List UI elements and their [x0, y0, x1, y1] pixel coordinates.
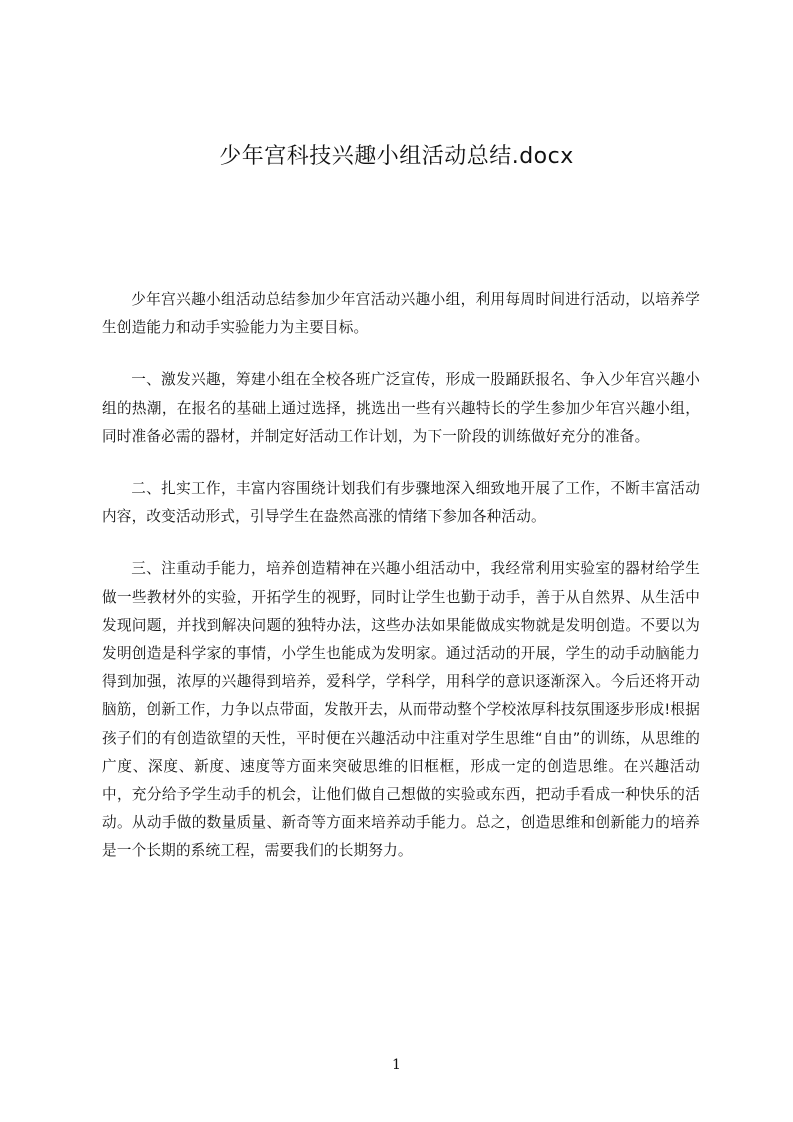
- paragraph-section-3: 三、注重动手能力，培养创造精神在兴趣小组活动中，我经常利用实验室的器材给学生做一些教材外的实验，开拓学生的视野，同时让学生也勤于动手，善于从自然界、从生活中发现问题，并找到解决问题的独特办法，这些办法如果能做成实物就是发明创造。不要以为发明创造是科学家的事情，小学生也能成为发明家。通过活动的开展，学生的动手动脑能力得到加强，浓厚的兴趣得到培养，爱科学，学科学，用科学的意识逐渐深入。今后还将开动脑筋，创新工作，力争以点带面，发散开去，从而带动整个学校浓厚科技氛围逐步形成!根据孩子们的有创造欲望的天性，平时便在兴趣活动中注重对学生思维“自由”的训练，从思维的广度、深度、新度、速度等方面来突破思维的旧框框，形成一定的创造思维。在兴趣活动中，充分给予学生动手的机会，让他们做自己想做的实验或东西，把动手看成一种快乐的活动。从动手做的数量质量、新奇等方面来培养动手能力。总之，创造思维和创新能力的培养是一个长期的系统工程，需要我们的长期努力。: [102, 560, 700, 860]
- page-number: 1: [392, 1057, 401, 1073]
- paragraph-intro: 少年宫兴趣小组活动总结参加少年宫活动兴趣小组，利用每周时间进行活动，以培养学生创造能力和动手实验能力为主要目标。: [102, 291, 700, 337]
- document-title: 少年宫科技兴趣小组活动总结.docx: [219, 144, 574, 169]
- paragraph-section-2: 二、扎实工作，丰富内容围绕计划我们有步骤地深入细致地开展了工作，不断丰富活动内容，改变活动形式，引导学生在盎然高涨的情绪下参加各种活动。: [102, 480, 700, 526]
- document-body: [102, 286, 700, 890]
- paragraph-section-1: 一、激发兴趣，筹建小组在全校各班广泛宣传，形成一股踊跃报名、争入少年宫兴趣小组的热潮，在报名的基础上通过选择，挑选出一些有兴趣特长的学生参加少年宫兴趣小组，同时准备必需的器材，并制定好活动工作计划，为下一阶段的训练做好充分的准备。: [102, 371, 700, 445]
